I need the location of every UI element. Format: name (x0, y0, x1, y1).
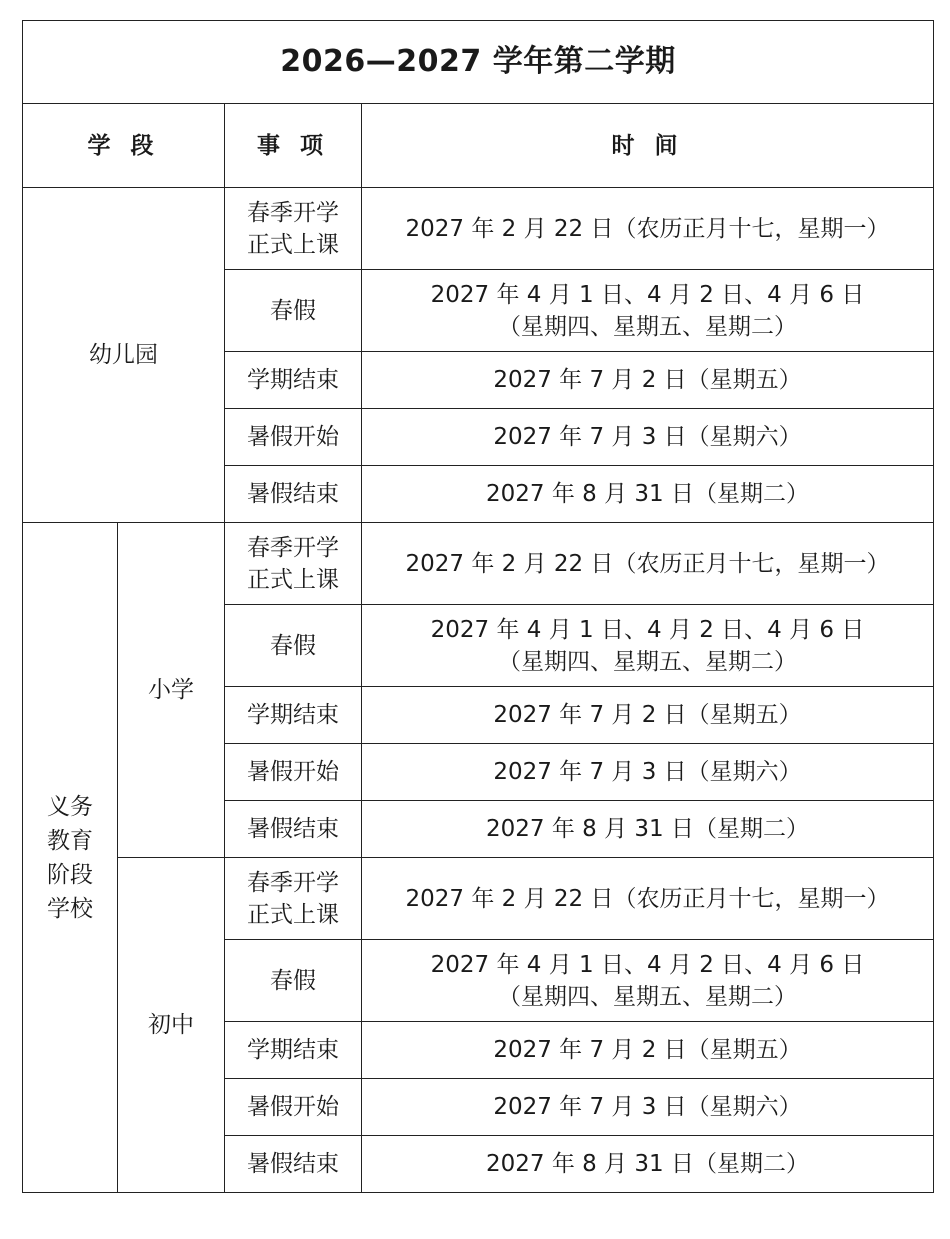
time-line: 2027 年 7 月 2 日（星期五） (493, 367, 802, 393)
time-line: 2027 年 8 月 31 日（星期二） (486, 816, 809, 842)
time-line: （星期四、星期五、星期二） (498, 313, 797, 340)
item-line: 暑假结束 (247, 481, 339, 507)
time-cell (362, 744, 934, 801)
item-line: 正式上课 (247, 566, 339, 593)
time-cell (362, 1022, 934, 1079)
item-cell (225, 523, 362, 605)
item-line: 春假 (270, 967, 316, 994)
time-line: 2027 年 7 月 2 日（星期五） (493, 1037, 802, 1063)
stage-compulsory-line: 义务 (47, 793, 93, 820)
time-line: 2027 年 2 月 22 日（农历正月十七，星期一） (405, 215, 890, 242)
title-row (23, 21, 934, 104)
table-row (23, 523, 934, 605)
item-line: 春假 (270, 297, 316, 324)
stage-compulsory-line: 阶段 (47, 861, 93, 888)
item-line: 学期结束 (247, 367, 339, 393)
time-line: （星期四、星期五、星期二） (498, 648, 797, 675)
item-cell (225, 352, 362, 409)
item-cell (225, 801, 362, 858)
stage-middle: 初中 (118, 858, 225, 1193)
item-line: 春季开学 (247, 199, 339, 226)
item-cell (225, 687, 362, 744)
item-cell (225, 466, 362, 523)
time-line: 2027 年 8 月 31 日（星期二） (486, 1151, 809, 1177)
time-cell (362, 858, 934, 940)
item-cell (225, 188, 362, 270)
item-line: 暑假开始 (247, 424, 339, 450)
time-cell (362, 409, 934, 466)
header-stage: 学 段 (23, 104, 225, 188)
item-line: 学期结束 (247, 1037, 339, 1063)
time-line: 2027 年 7 月 3 日（星期六） (493, 1094, 802, 1120)
table-title: 2026—2027 学年第二学期 (23, 21, 934, 104)
time-line: 2027 年 4 月 1 日、4 月 2 日、4 月 6 日 (430, 281, 865, 308)
time-line: 2027 年 4 月 1 日、4 月 2 日、4 月 6 日 (430, 951, 865, 978)
item-cell (225, 1079, 362, 1136)
item-line: 正式上课 (247, 901, 339, 928)
time-line: 2027 年 7 月 3 日（星期六） (493, 759, 802, 785)
time-cell (362, 1136, 934, 1193)
time-cell (362, 466, 934, 523)
table-row (23, 188, 934, 270)
item-line: 春季开学 (247, 869, 339, 896)
calendar-table (22, 20, 934, 1193)
item-line: 春季开学 (247, 534, 339, 561)
item-cell (225, 858, 362, 940)
item-cell (225, 1136, 362, 1193)
time-cell (362, 801, 934, 858)
time-line: 2027 年 7 月 2 日（星期五） (493, 702, 802, 728)
time-cell (362, 1079, 934, 1136)
header-time: 时 间 (362, 104, 934, 188)
header-row (23, 104, 934, 188)
item-line: 暑假开始 (247, 1094, 339, 1120)
time-line: 2027 年 7 月 3 日（星期六） (493, 424, 802, 450)
time-line: （星期四、星期五、星期二） (498, 983, 797, 1010)
item-cell (225, 744, 362, 801)
table-row (23, 858, 934, 940)
time-cell (362, 270, 934, 352)
item-line: 暑假开始 (247, 759, 339, 785)
time-cell (362, 605, 934, 687)
stage-compulsory (23, 523, 118, 1193)
stage-compulsory-line: 学校 (47, 895, 93, 922)
item-cell (225, 270, 362, 352)
stage-kindergarten: 幼儿园 (23, 188, 225, 523)
header-item: 事 项 (225, 104, 362, 188)
time-line: 2027 年 4 月 1 日、4 月 2 日、4 月 6 日 (430, 616, 865, 643)
time-cell (362, 940, 934, 1022)
stage-compulsory-line: 教育 (47, 827, 93, 854)
item-cell (225, 940, 362, 1022)
time-line: 2027 年 8 月 31 日（星期二） (486, 481, 809, 507)
time-cell (362, 687, 934, 744)
time-cell (362, 523, 934, 605)
time-cell (362, 188, 934, 270)
item-cell (225, 1022, 362, 1079)
item-line: 正式上课 (247, 231, 339, 258)
item-line: 学期结束 (247, 702, 339, 728)
item-cell (225, 605, 362, 687)
time-line: 2027 年 2 月 22 日（农历正月十七，星期一） (405, 885, 890, 912)
item-line: 暑假结束 (247, 816, 339, 842)
time-cell (362, 352, 934, 409)
item-line: 春假 (270, 632, 316, 659)
time-line: 2027 年 2 月 22 日（农历正月十七，星期一） (405, 550, 890, 577)
item-cell (225, 409, 362, 466)
item-line: 暑假结束 (247, 1151, 339, 1177)
stage-primary: 小学 (118, 523, 225, 858)
